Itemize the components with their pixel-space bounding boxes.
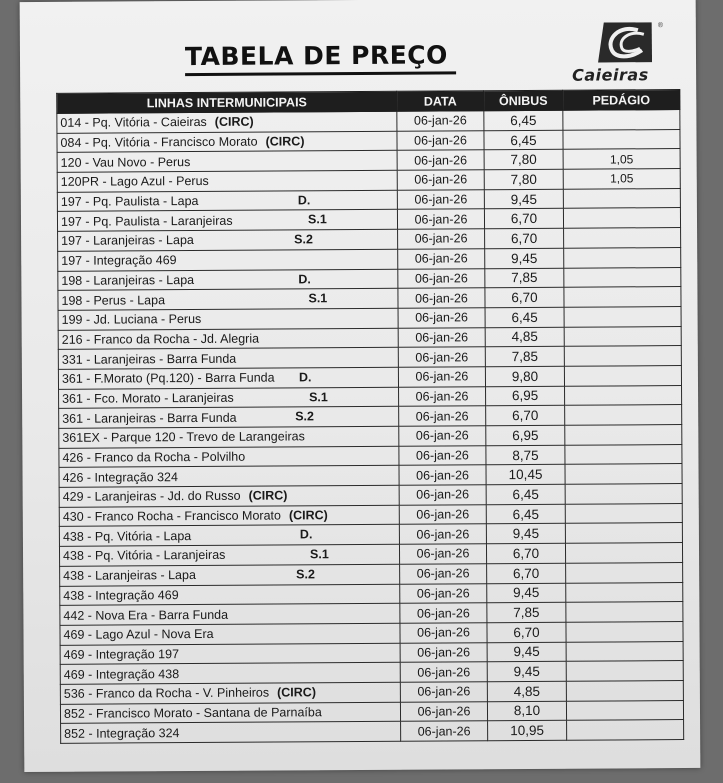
- date-cell: 06-jan-26: [399, 524, 486, 544]
- header-onibus: ÔNIBUS: [484, 90, 563, 110]
- date-cell: 06-jan-26: [398, 249, 485, 269]
- toll-cell: [564, 326, 681, 346]
- date-cell: 06-jan-26: [399, 406, 486, 426]
- line-tag: (CIRC): [265, 134, 305, 149]
- line-cell: [58, 308, 398, 330]
- toll-cell: [565, 385, 682, 405]
- table-row: [61, 720, 684, 743]
- date-cell: 06-jan-26: [397, 189, 484, 209]
- line-cell: [60, 702, 400, 724]
- line-tag: S.1: [309, 547, 329, 562]
- fare-cell: 9,45: [486, 524, 565, 544]
- line-name: 120PR - Lago Azul - Perus: [60, 174, 209, 190]
- date-cell: 06-jan-26: [400, 701, 487, 721]
- date-cell: 06-jan-26: [398, 347, 485, 367]
- date-cell: 06-jan-26: [397, 111, 484, 131]
- fare-cell: 6,70: [487, 622, 566, 642]
- toll-cell: [566, 621, 683, 641]
- fare-cell: 7,85: [487, 602, 566, 622]
- header-data: DATA: [397, 91, 484, 112]
- fare-cell: 6,45: [484, 130, 563, 150]
- toll-cell: [565, 464, 682, 484]
- line-cell: [59, 485, 399, 507]
- fare-cell: 6,45: [486, 504, 565, 524]
- fare-cell: 4,85: [485, 327, 564, 347]
- line-tag: (CIRC): [277, 685, 317, 700]
- line-cell: [59, 505, 399, 527]
- date-cell: 06-jan-26: [401, 721, 488, 741]
- line-cell: [60, 603, 400, 625]
- fare-cell: 7,85: [485, 268, 564, 288]
- fare-cell: 8,75: [486, 445, 565, 465]
- date-cell: 06-jan-26: [399, 445, 486, 465]
- line-name: 361 - Fco. Morato - Laranjeiras: [62, 390, 234, 406]
- line-name: 438 - Integração 469: [63, 587, 179, 603]
- fare-cell: 9,45: [485, 248, 564, 268]
- line-cell: [58, 269, 398, 291]
- line-name: 429 - Laranjeiras - Jd. do Russo: [62, 489, 241, 505]
- line-name: 469 - Integração 438: [63, 666, 180, 682]
- date-cell: 06-jan-26: [399, 386, 486, 406]
- toll-cell: [565, 425, 682, 445]
- line-cell: [60, 584, 400, 606]
- toll-cell: 1,05: [563, 149, 680, 169]
- line-cell: [60, 643, 400, 665]
- caieiras-logo-icon: [598, 22, 652, 62]
- header-pedagio: PEDÁGIO: [563, 90, 680, 111]
- line-cell: [59, 544, 399, 566]
- line-tag: S.2: [295, 409, 315, 424]
- price-table: [56, 89, 684, 744]
- registered-mark: ®: [657, 22, 664, 30]
- date-cell: 06-jan-26: [399, 426, 486, 446]
- toll-cell: [566, 562, 683, 582]
- date-cell: 06-jan-26: [399, 465, 486, 485]
- fare-cell: 9,45: [487, 661, 566, 681]
- fare-cell: 10,95: [488, 721, 567, 741]
- line-cell: [57, 190, 397, 212]
- toll-cell: [563, 188, 680, 208]
- line-name: 198 - Perus - Lapa: [61, 292, 166, 308]
- line-name: 197 - Integração 469: [61, 253, 177, 268]
- header-linhas: LINHAS INTERMUNICIPAIS: [57, 91, 397, 113]
- fare-cell: 6,45: [484, 110, 563, 130]
- date-cell: 06-jan-26: [398, 288, 485, 308]
- date-cell: 06-jan-26: [399, 544, 486, 564]
- toll-cell: [566, 582, 683, 602]
- fare-cell: 7,80: [484, 150, 563, 170]
- date-cell: 06-jan-26: [397, 209, 484, 229]
- date-cell: 06-jan-26: [400, 662, 487, 682]
- fare-cell: 7,80: [484, 169, 563, 189]
- fare-cell: 6,70: [485, 287, 564, 307]
- line-tag: (CIRC): [248, 488, 288, 504]
- line-cell: [57, 210, 397, 232]
- line-name: 852 - Francisco Morato - Santana de Parnaíba: [63, 705, 322, 721]
- line-name: 426 - Integração 324: [62, 469, 178, 485]
- toll-cell: [565, 543, 682, 563]
- date-cell: 06-jan-26: [400, 642, 487, 662]
- line-cell: [57, 151, 397, 173]
- line-tag: D.: [299, 527, 313, 542]
- line-name: 442 - Nova Era - Barra Funda: [63, 607, 229, 623]
- toll-cell: [566, 700, 683, 720]
- line-cell: [59, 446, 399, 468]
- line-name: 430 - Franco Rocha - Francisco Morato: [62, 508, 281, 524]
- fare-cell: 9,45: [487, 642, 566, 662]
- line-cell: [58, 348, 398, 370]
- line-cell: [57, 131, 397, 153]
- toll-cell: 1,05: [563, 169, 680, 189]
- line-name: 536 - Franco da Rocha - V. Pinheiros: [63, 685, 270, 702]
- toll-cell: [563, 129, 680, 149]
- line-cell: [58, 249, 398, 271]
- company-logo: [572, 22, 682, 85]
- toll-cell: [564, 287, 681, 307]
- line-name: 438 - Pq. Vitória - Laranjeiras: [62, 548, 226, 564]
- line-name: 438 - Laranjeiras - Lapa: [63, 568, 196, 583]
- line-tag: D.: [298, 271, 311, 286]
- fare-cell: 9,45: [484, 189, 563, 209]
- line-cell: [58, 367, 398, 389]
- line-name: 438 - Pq. Vitória - Lapa: [62, 528, 192, 544]
- date-cell: 06-jan-26: [400, 603, 487, 623]
- line-cell: [60, 682, 400, 704]
- toll-cell: [565, 444, 682, 464]
- fare-cell: 6,70: [487, 563, 566, 583]
- line-name: 469 - Integração 197: [63, 647, 180, 662]
- date-cell: 06-jan-26: [398, 268, 485, 288]
- fare-cell: 9,45: [487, 583, 566, 603]
- line-cell: [60, 663, 400, 685]
- toll-cell: [564, 247, 681, 267]
- toll-cell: [565, 523, 682, 543]
- line-name: 197 - Laranjeiras - Lapa: [61, 233, 194, 249]
- line-cell: [59, 426, 399, 448]
- line-tag: D.: [298, 370, 312, 385]
- line-tag: S.1: [308, 291, 328, 306]
- line-name: 197 - Pq. Paulista - Lapa: [60, 194, 199, 209]
- line-cell: [58, 328, 398, 350]
- date-cell: 06-jan-26: [400, 623, 487, 643]
- line-tag: S.1: [309, 389, 328, 404]
- fare-cell: 6,95: [486, 386, 565, 406]
- line-cell: [59, 387, 399, 409]
- line-name: 331 - Laranjeiras - Barra Funda: [61, 351, 237, 367]
- date-cell: 06-jan-26: [398, 367, 485, 387]
- date-cell: 06-jan-26: [400, 682, 487, 702]
- toll-cell: [563, 110, 680, 130]
- line-name: 469 - Lago Azul - Nova Era: [63, 627, 214, 643]
- line-tag: (CIRC): [288, 508, 328, 523]
- fare-cell: 9,80: [485, 366, 564, 386]
- toll-cell: [565, 503, 682, 523]
- fare-cell: 7,85: [485, 347, 564, 367]
- line-name: 014 - Pq. Vitória - Caieiras: [60, 115, 207, 131]
- line-name: 216 - Franco da Rocha - Jd. Alegria: [61, 331, 260, 347]
- line-tag: (CIRC): [214, 114, 254, 130]
- line-cell: [59, 407, 399, 429]
- line-cell: [59, 466, 399, 488]
- fare-cell: 6,70: [486, 406, 565, 426]
- toll-cell: [564, 365, 681, 385]
- toll-cell: [566, 602, 683, 622]
- page-title: TABELA DE PREÇO: [185, 40, 456, 76]
- toll-cell: [564, 306, 681, 326]
- brand-name: Caieiras: [572, 65, 649, 85]
- date-cell: 06-jan-26: [398, 229, 485, 249]
- line-cell: [57, 170, 397, 192]
- toll-cell: [566, 641, 683, 661]
- date-cell: 06-jan-26: [398, 308, 485, 328]
- fare-cell: 4,85: [487, 681, 566, 701]
- date-cell: 06-jan-26: [399, 504, 486, 524]
- date-cell: 06-jan-26: [397, 170, 484, 190]
- line-name: 199 - Jd. Luciana - Perus: [61, 312, 202, 328]
- line-tag: S.1: [307, 212, 327, 227]
- toll-cell: [564, 228, 681, 248]
- line-name: 197 - Pq. Paulista - Laranjeiras: [60, 213, 233, 229]
- date-cell: 06-jan-26: [397, 130, 484, 150]
- line-cell: [58, 288, 398, 310]
- date-cell: 06-jan-26: [398, 327, 485, 347]
- fare-cell: 6,70: [484, 209, 563, 229]
- line-cell: [57, 111, 397, 133]
- line-cell: [61, 722, 401, 744]
- line-name: 198 - Laranjeiras - Lapa: [61, 272, 195, 288]
- line-name: 426 - Franco da Rocha - Polvilho: [62, 449, 246, 465]
- fare-cell: 6,95: [486, 425, 565, 445]
- line-name: 084 - Pq. Vitória - Francisco Morato: [60, 134, 258, 150]
- line-tag: D.: [297, 193, 311, 208]
- price-sheet: [20, 0, 701, 772]
- toll-cell: [563, 208, 680, 228]
- line-cell: [59, 525, 399, 547]
- toll-cell: [564, 346, 681, 366]
- line-name: 361 - Laranjeiras - Barra Funda: [62, 410, 237, 426]
- toll-cell: [564, 267, 681, 287]
- date-cell: 06-jan-26: [400, 564, 487, 584]
- fare-cell: 6,45: [485, 307, 564, 327]
- toll-cell: [567, 720, 684, 740]
- fare-cell: 6,70: [485, 228, 564, 248]
- line-tag: S.2: [294, 232, 313, 247]
- line-cell: [58, 229, 398, 251]
- toll-cell: [565, 484, 682, 504]
- line-cell: [60, 564, 400, 586]
- date-cell: 06-jan-26: [399, 485, 486, 505]
- table-body: [57, 110, 684, 744]
- line-cell: [60, 623, 400, 645]
- line-tag: S.2: [296, 567, 315, 582]
- fare-cell: 6,70: [486, 543, 565, 563]
- toll-cell: [566, 661, 683, 681]
- date-cell: 06-jan-26: [400, 583, 487, 603]
- toll-cell: [566, 680, 683, 700]
- fare-cell: 10,45: [486, 465, 565, 485]
- line-name: 120 - Vau Novo - Perus: [60, 154, 191, 170]
- line-name: 361 - F.Morato (Pq.120) - Barra Funda: [61, 370, 275, 387]
- line-name: 852 - Integração 324: [64, 725, 180, 741]
- date-cell: 06-jan-26: [397, 150, 484, 170]
- toll-cell: [565, 405, 682, 425]
- fare-cell: 8,10: [487, 701, 566, 721]
- fare-cell: 6,45: [486, 484, 565, 504]
- line-name: 361EX - Parque 120 - Trevo de Larangeiras: [62, 429, 305, 446]
